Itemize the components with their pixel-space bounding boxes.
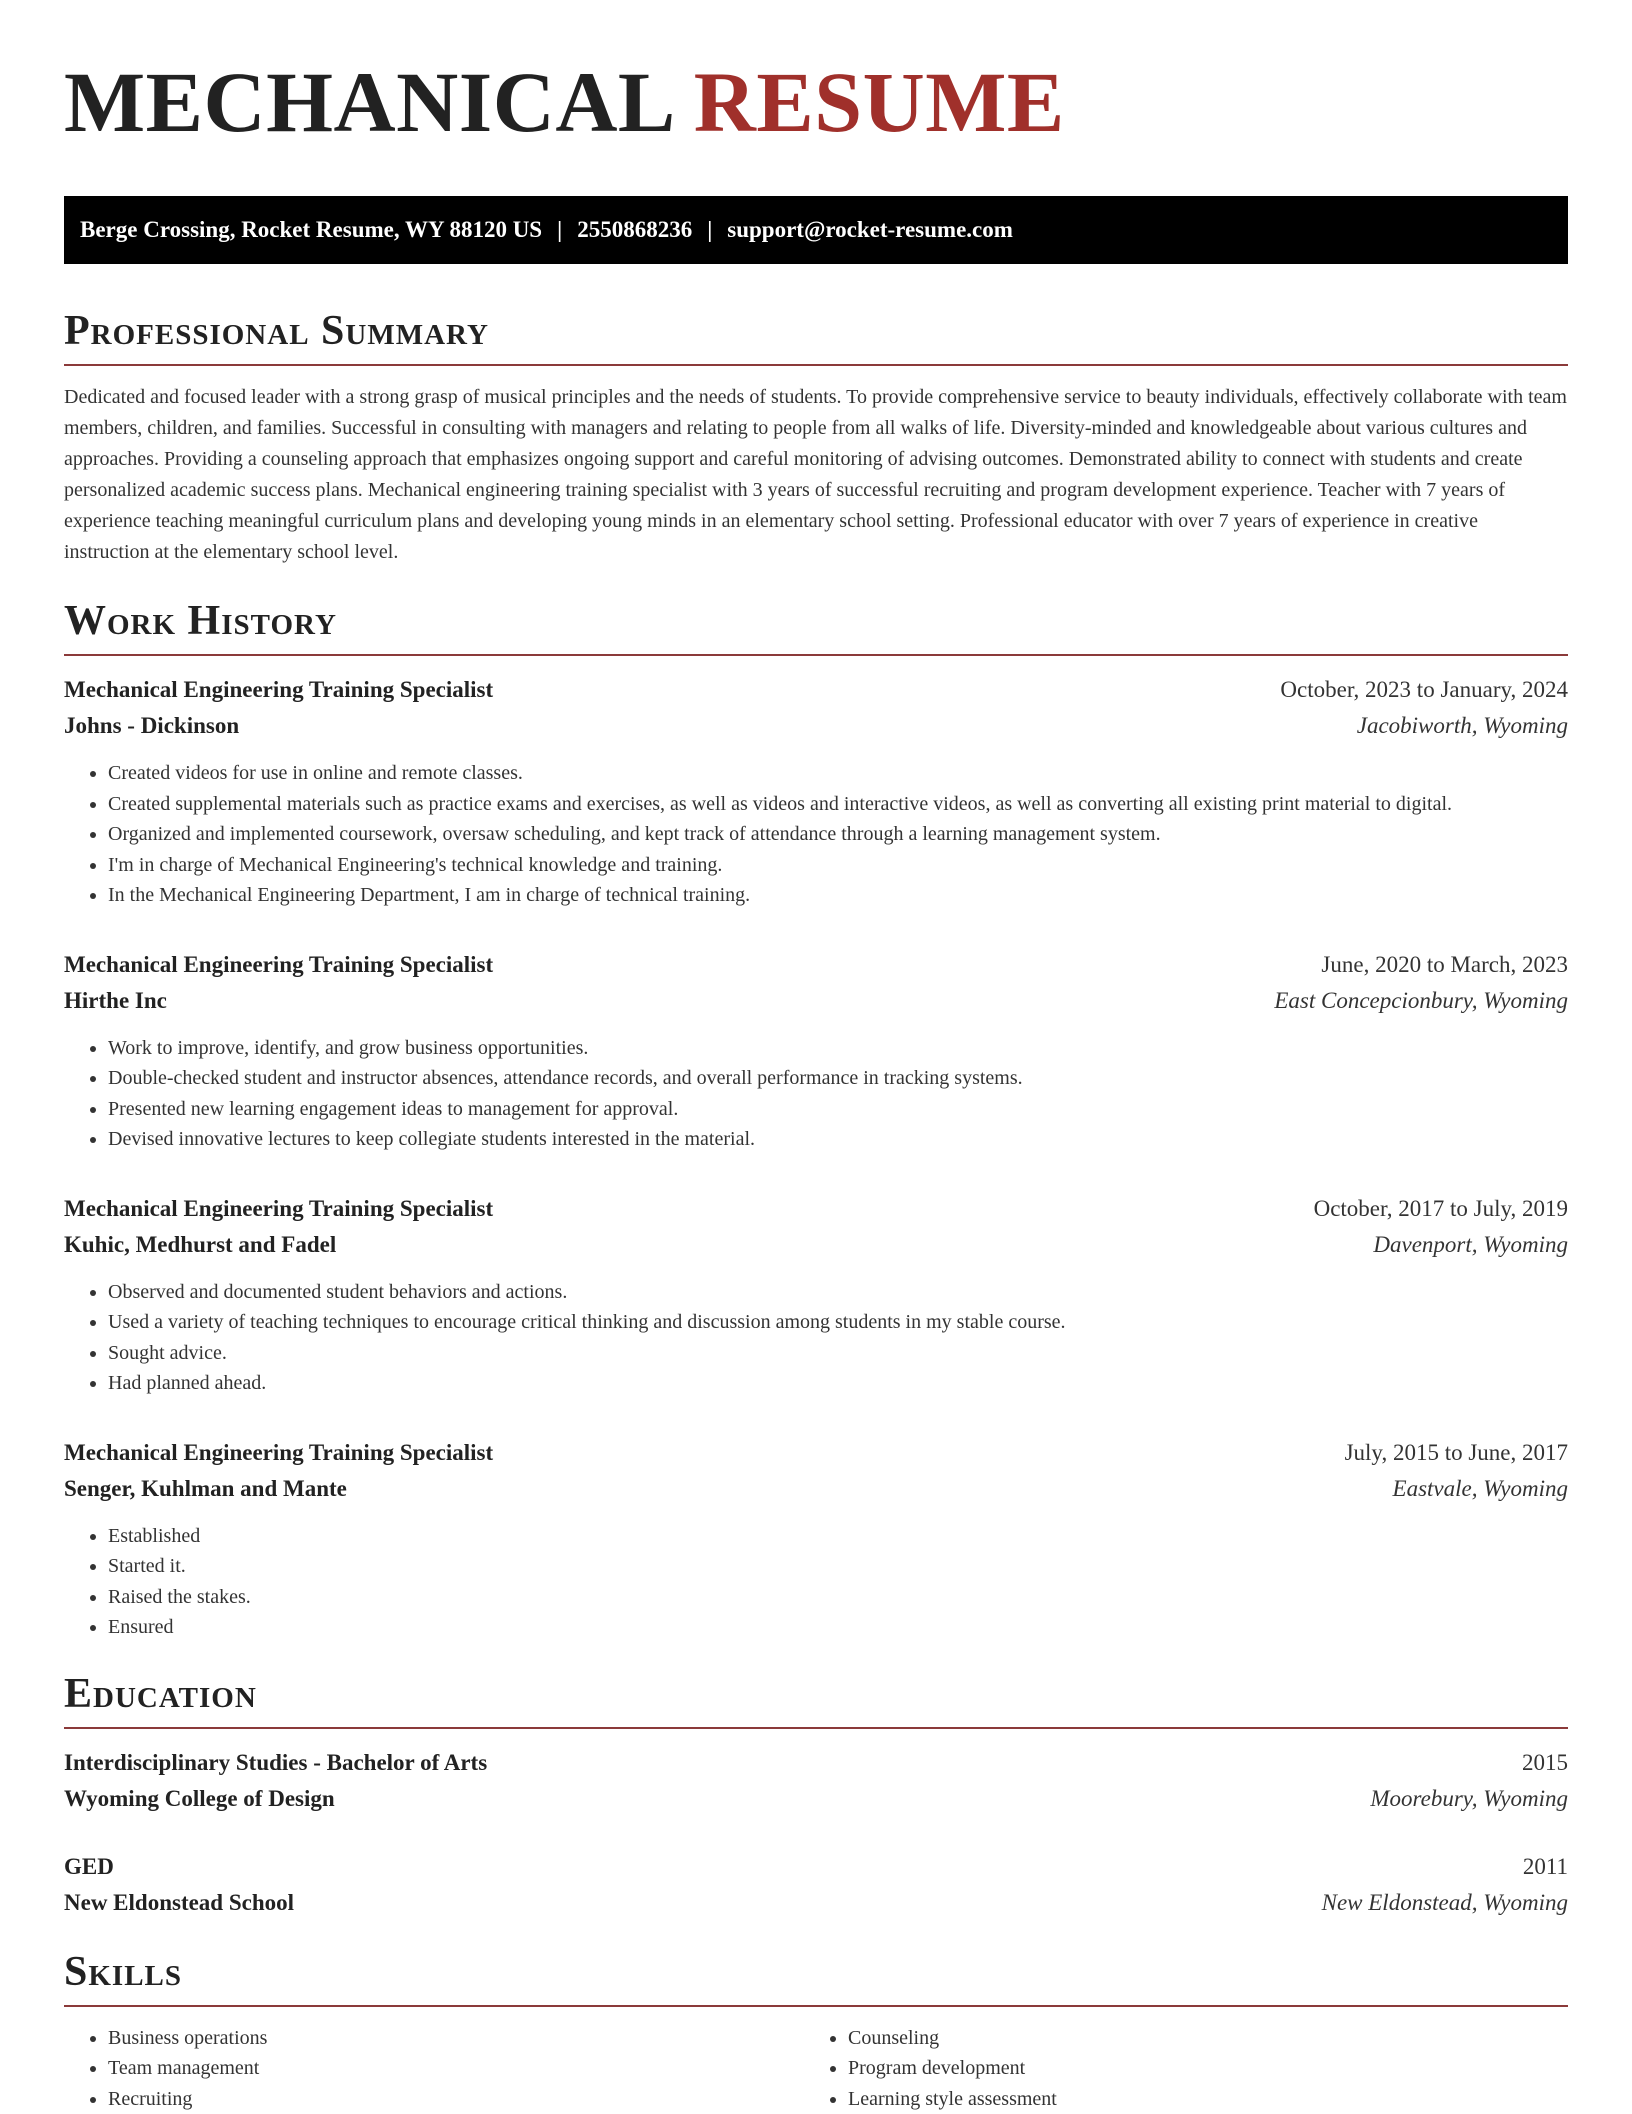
job-bullet: • Devised innovative lectures to keep collegiate students interested in the material. [108,1124,1568,1155]
education-school: New Eldonstead School [64,1885,294,1921]
job-title-row [64,1435,1568,1471]
contact-address: Berge Crossing, Rocket Resume, WY 88120 US [80,217,542,243]
contact-bar [64,196,1568,264]
education-heading: Education [64,1671,1568,1717]
job-bullet: • Organized and implemented coursework, oversaw scheduling, and kept track of attendance through a learning management system. [108,819,1568,850]
job-bullets [64,758,1568,911]
job-company-row [64,983,1568,1019]
job-company: Senger, Kuhlman and Mante [64,1471,347,1507]
education-school-row [64,1885,1568,1921]
job-bullet: • Created supplemental materials such as practice exams and exercises, as well as videos and interactive videos, as well as converting all existing print material to digital. [108,789,1568,820]
education-school: Wyoming College of Design [64,1781,335,1817]
job-dates: October, 2017 to July, 2019 [1314,1191,1568,1227]
job-dates: October, 2023 to January, 2024 [1280,672,1568,708]
summary-text: Dedicated and focused leader with a strong grasp of musical principles and the needs of students. To provide comprehensive service to beauty individuals, effectively collaborate with team members, children, and families. Successful in consulting with managers and relating to people from all walks of life. Diversity-minded and knowledgeable about various cultures and approaches. Providing a counseling approach that emphasizes ongoing support and careful monitoring of advising outcomes. Demonstrated ability to connect with students and create personalized academic success plans. Mechanical engineering training specialist with 3 years of successful recruiting and program development experience. Teacher with 7 years of experience teaching meaningful curriculum plans and developing young minds in an elementary school setting. Professional educator with over 7 years of experience in creative instruction at the elementary school level. [64,382,1568,568]
education-degree-row [64,1745,1568,1781]
job-company: Hirthe Inc [64,983,167,1019]
skill-item: • Counseling [848,2023,1544,2054]
education-entry [64,1849,1568,1921]
skills-column-right [804,2023,1544,2114]
job-bullet: • Double-checked student and instructor absences, attendance records, and overall performance in tracking systems. [108,1063,1568,1094]
contact-email: support@rocket-resume.com [727,217,1013,243]
job-bullets [64,1033,1568,1155]
job-company: Johns - Dickinson [64,708,239,744]
job-dates: June, 2020 to March, 2023 [1321,947,1568,983]
job-bullet: • I'm in charge of Mechanical Engineering's technical knowledge and training. [108,850,1568,881]
job-dates: July, 2015 to June, 2017 [1345,1435,1568,1471]
education-degree-row [64,1849,1568,1885]
job-bullet: • Sought advice. [108,1338,1568,1369]
resume-title [64,56,1568,148]
education-degree: GED [64,1849,114,1885]
job-title-row [64,1191,1568,1227]
job-entry [64,672,1568,911]
job-location: Jacobiworth, Wyoming [1357,708,1568,744]
contact-phone: 2550868236 [577,217,692,243]
job-title: Mechanical Engineering Training Specialist [64,1191,493,1227]
job-bullet: • Had planned ahead. [108,1368,1568,1399]
education-location: New Eldonstead, Wyoming [1322,1885,1568,1921]
skill-item: • Recruiting [108,2084,804,2114]
job-bullet: • Established [108,1521,1568,1552]
job-location: Eastvale, Wyoming [1393,1471,1568,1507]
job-title-row [64,672,1568,708]
job-location: East Concepcionbury, Wyoming [1274,983,1568,1019]
skills-section-header [64,1949,1568,2007]
work-section-header [64,598,1568,656]
education-school-row [64,1781,1568,1817]
job-bullet: • Started it. [108,1551,1568,1582]
job-entry [64,947,1568,1155]
education-year: 2011 [1523,1849,1568,1885]
job-bullets [64,1521,1568,1643]
job-company: Kuhic, Medhurst and Fadel [64,1227,336,1263]
title-last-word: RESUME [694,54,1065,150]
skill-item: • Team management [108,2053,804,2084]
job-bullet: • In the Mechanical Engineering Department, I am in charge of technical training. [108,880,1568,911]
skills-heading: Skills [64,1949,1568,1995]
education-section-header [64,1671,1568,1729]
summary-section-header [64,308,1568,366]
education-year: 2015 [1522,1745,1568,1781]
work-heading: Work History [64,598,1568,644]
education-location: Moorebury, Wyoming [1370,1781,1568,1817]
job-company-row [64,708,1568,744]
skills-column-left [64,2023,804,2114]
job-title: Mechanical Engineering Training Specialist [64,947,493,983]
job-bullet: • Presented new learning engagement ideas to management for approval. [108,1094,1568,1125]
job-entry [64,1435,1568,1643]
job-bullet: • Used a variety of teaching techniques to encourage critical thinking and discussion among students in my stable course. [108,1307,1568,1338]
contact-separator: | [707,217,712,243]
summary-heading: Professional Summary [64,308,1568,354]
job-bullet: • Observed and documented student behaviors and actions. [108,1277,1568,1308]
job-entry [64,1191,1568,1399]
job-title: Mechanical Engineering Training Specialist [64,1435,493,1471]
job-title-row [64,947,1568,983]
job-bullet: • Work to improve, identify, and grow business opportunities. [108,1033,1568,1064]
title-first-word: MECHANICAL [64,54,676,150]
skill-item: • Business operations [108,2023,804,2054]
skill-item: • Learning style assessment [848,2084,1544,2114]
contact-separator: | [557,217,562,243]
job-bullets [64,1277,1568,1399]
job-company-row [64,1471,1568,1507]
job-location: Davenport, Wyoming [1373,1227,1568,1263]
skills-list [64,2023,1568,2114]
job-bullet: • Created videos for use in online and remote classes. [108,758,1568,789]
skill-item: • Program development [848,2053,1544,2084]
job-title: Mechanical Engineering Training Specialist [64,672,493,708]
education-entry [64,1745,1568,1817]
education-degree: Interdisciplinary Studies - Bachelor of Arts [64,1745,487,1781]
job-company-row [64,1227,1568,1263]
job-bullet: • Ensured [108,1612,1568,1643]
job-bullet: • Raised the stakes. [108,1582,1568,1613]
